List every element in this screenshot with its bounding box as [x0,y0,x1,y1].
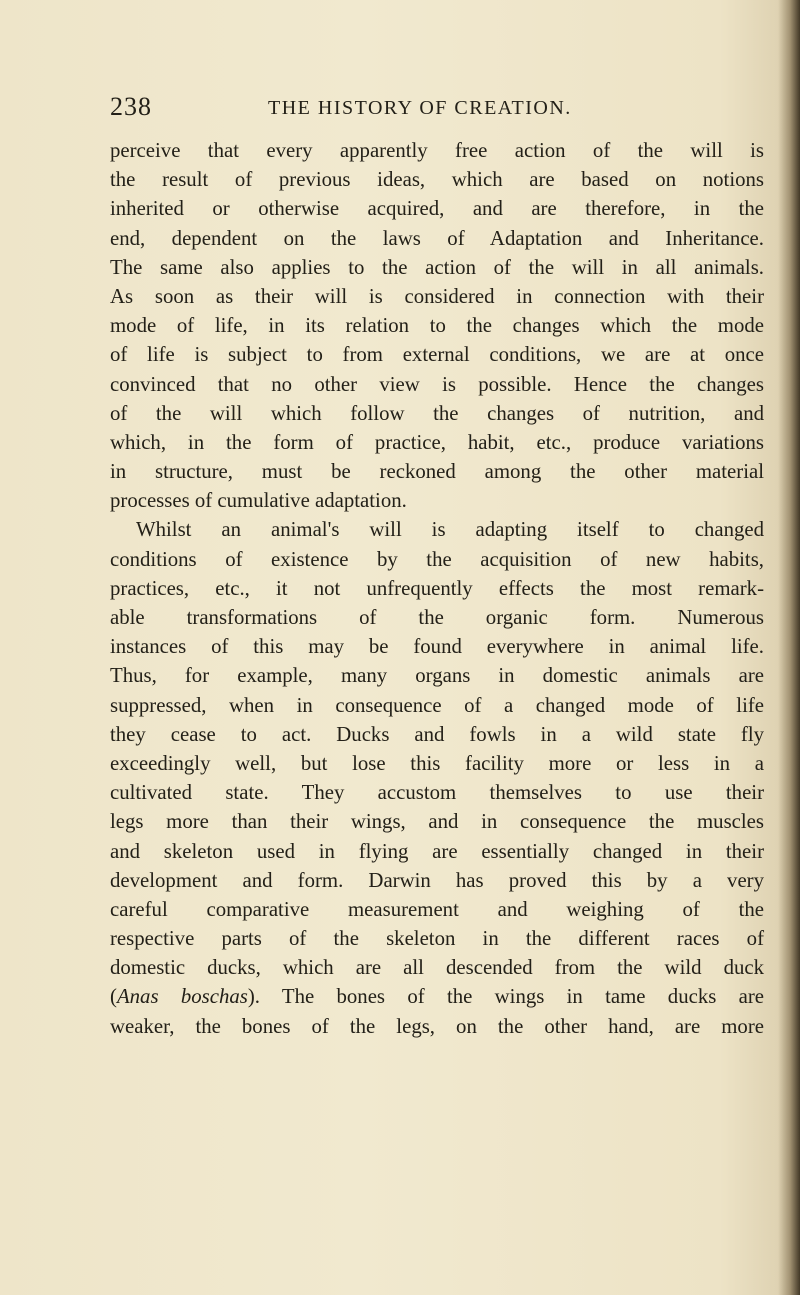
text-line: convinced that no other view is possible. Hence the changes [110,372,764,396]
text-line: mode of life, in its relation to the changes which the mode [110,314,764,338]
text-line: the result of previous ideas, which are based on notions [110,168,764,192]
text-line: and skeleton used in flying are essentially changed in their [110,839,764,863]
text-line: cultivated state. They accustom themselves to use their [110,781,764,805]
text-line: respective parts of the skeleton in the different races of [110,927,764,951]
page-header [110,92,760,132]
page-number: 238 [110,92,152,121]
page-gutter-shadow [778,0,800,1295]
text-line: suppressed, when in consequence of a changed mode of life [110,693,764,717]
text-line: development and form. Darwin has proved this by a very [110,868,764,892]
text-line: exceedingly well, but lose this facility more or less in a [110,751,764,775]
running-title: THE HISTORY OF CREATION. [268,97,572,119]
text-line: As soon as their will is considered in connection with their [110,284,764,308]
text-line: The same also applies to the action of the will in all animals. [110,255,764,279]
text-line: conditions of existence by the acquisition of new habits, [110,547,764,571]
text-line: perceive that every apparently free action of the will is [110,139,764,162]
text-line: inherited or otherwise acquired, and are therefore, in the [110,197,764,221]
text-line: careful comparative measurement and weighing of the [110,897,764,921]
text-line: weaker, the bones of the legs, on the other hand, are more [110,1014,764,1038]
text-line: they cease to act. Ducks and fowls in a wild state fly [110,722,764,746]
text-line: Thus, for example, many organs in domestic animals are [110,664,764,688]
text-line: processes of cumulative adaptation. [110,489,407,513]
text-line: of the will which follow the changes of nutrition, and [110,401,764,425]
text-line: practices, etc., it not unfrequently effects the most remark- [110,576,764,600]
text-line: end, dependent on the laws of Adaptation and Inheritance. [110,226,764,250]
text-line: domestic ducks, which are all descended from the wild duck [110,956,764,980]
species-name: Anas boschas [116,985,248,1009]
text-line: instances of this may be found everywhere in animal life. [110,635,764,659]
text-line: legs more than their wings, and in consequence the muscles [110,810,764,834]
text-line: able transformations of the organic form. Numerous [110,606,764,629]
body-text [110,136,764,1041]
text-line: of life is subject to from external conditions, we are at once [110,343,764,367]
text-line: in structure, must be reckoned among the other material [110,460,764,484]
text-line-with-italic: (Anas boschas). The bones of the wings in tame ducks are [110,985,764,1009]
text-line: which, in the form of practice, habit, etc., produce variations [110,430,764,454]
text-line: Whilst an animal's will is adapting itself to changed [136,518,764,542]
